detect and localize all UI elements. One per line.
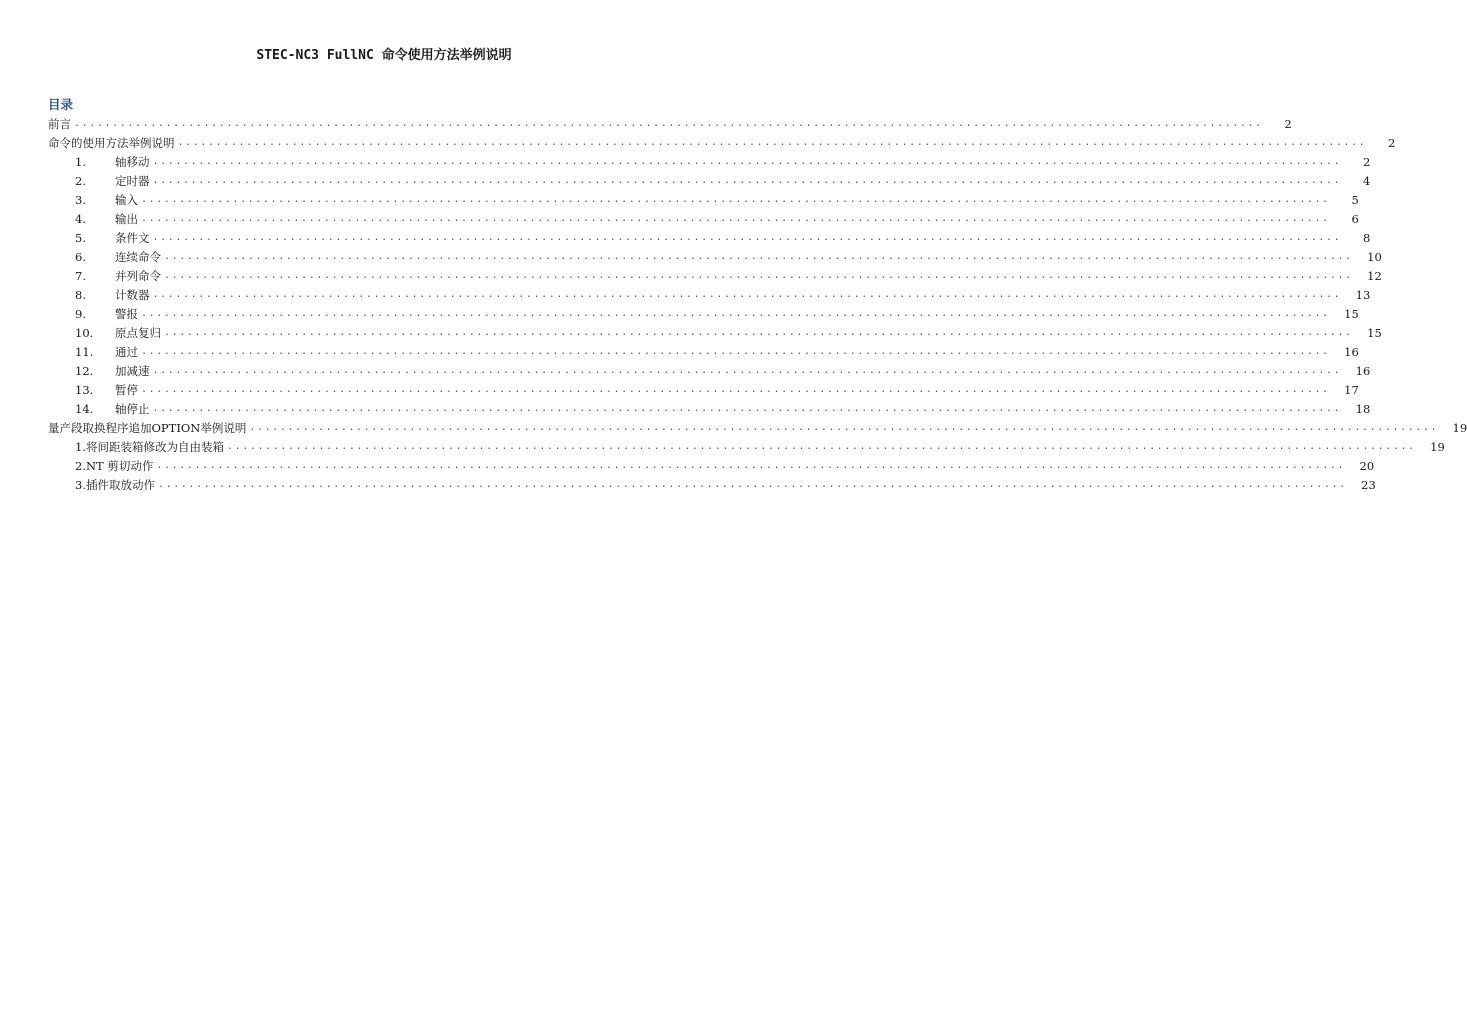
toc-dot-leader: ............................................................................................................................................................	[249, 422, 1439, 433]
toc-entry-page: 6	[1351, 211, 1359, 226]
toc-entry-conditional[interactable]	[75, 228, 1371, 247]
toc-dot-leader: ............................................................................................................................................................	[157, 479, 1347, 490]
toc-entry-label: 1.将间距装箱修改为自由装箱	[75, 439, 224, 454]
toc-entry-label: 条件文	[115, 230, 150, 245]
toc-entry-number: 3.	[75, 192, 86, 207]
toc-dot-leader: ............................................................................................................................................................	[164, 327, 1353, 338]
toc-entry-page: 20	[1359, 458, 1375, 473]
toc-entry-axis-move[interactable]	[75, 152, 1371, 171]
toc-entry-label: 加减速	[115, 363, 150, 378]
toc-entry-number: 1.	[75, 154, 86, 169]
toc-entry-page: 5	[1351, 192, 1359, 207]
toc-dot-leader: ............................................................................................................................................................	[164, 251, 1353, 262]
toc-entry-label: 定时器	[115, 173, 150, 188]
toc-dot-leader: ............................................................................................................................................................	[152, 403, 1342, 414]
toc-entry-acceleration[interactable]	[75, 361, 1371, 380]
toc-entry-number: 6.	[75, 249, 86, 264]
toc-entry-label: 连续命令	[115, 249, 161, 264]
toc-entry-page: 19	[1430, 439, 1445, 454]
toc-dot-leader: ............................................................................................................................................................	[152, 289, 1342, 300]
toc-heading: 目录	[48, 97, 74, 112]
toc-dot-leader: ............................................................................................................................................................	[156, 460, 1346, 471]
toc-entry-number: 4.	[75, 211, 86, 226]
toc-entry-label: 前言	[48, 116, 71, 131]
toc-dot-leader: ............................................................................................................................................................	[177, 137, 1367, 148]
toc-dot-leader: ............................................................................................................................................................	[141, 213, 1330, 224]
toc-dot-leader: ............................................................................................................................................................	[152, 365, 1342, 376]
toc-entry-number: 9.	[75, 306, 86, 321]
toc-entry-page: 2	[1284, 116, 1292, 131]
toc-entry-insert-pick-place[interactable]	[75, 475, 1376, 494]
toc-entry-label: 输入	[115, 192, 138, 207]
toc-entry-label: 输出	[115, 211, 138, 226]
toc-entry-option-example[interactable]	[48, 418, 1467, 437]
toc-dot-leader: ............................................................................................................................................................	[141, 308, 1330, 319]
toc-entry-home-return[interactable]	[75, 323, 1382, 342]
toc-entry-page: 18	[1355, 401, 1371, 416]
toc-entry-number: 13.	[75, 382, 94, 397]
toc-dot-leader: ............................................................................................................................................................	[141, 194, 1330, 205]
toc-entry-label: 量产段取换程序追加OPTION举例说明	[48, 420, 247, 435]
toc-entry-page: 12	[1367, 268, 1382, 283]
toc-entry-page: 23	[1361, 477, 1376, 492]
toc-dot-leader: ............................................................................................................................................................	[226, 441, 1416, 452]
toc-entry-label: 3.插件取放动作	[75, 477, 155, 492]
toc-entry-alarm[interactable]	[75, 304, 1359, 323]
toc-entry-counter[interactable]	[75, 285, 1371, 304]
toc-entry-number: 10.	[75, 325, 94, 340]
toc-entry-label: 计数器	[115, 287, 150, 302]
toc-entry-pass-through[interactable]	[75, 342, 1359, 361]
toc-entry-page: 16	[1344, 344, 1359, 359]
document-title: STEC-NC3 FullNC 命令使用方法举例说明	[256, 48, 512, 63]
toc-entry-parallel-command[interactable]	[75, 266, 1382, 285]
toc-entry-label: 并列命令	[115, 268, 161, 283]
toc-entry-continuous-command[interactable]	[75, 247, 1382, 266]
toc-entry-command-usage[interactable]	[48, 133, 1396, 152]
toc-entry-nt-cutting[interactable]	[75, 456, 1375, 475]
toc-entry-page: 15	[1367, 325, 1382, 340]
toc-dot-leader: ............................................................................................................................................................	[152, 232, 1342, 243]
toc-entry-input[interactable]	[75, 190, 1359, 209]
toc-entry-page: 2	[1387, 135, 1396, 150]
toc-entry-number: 5.	[75, 230, 86, 245]
toc-entry-number: 2.	[75, 173, 86, 188]
toc-entry-number: 8.	[75, 287, 86, 302]
toc-entry-number: 7.	[75, 268, 86, 283]
toc-entry-preface[interactable]	[48, 114, 1292, 133]
toc-entry-page: 4	[1362, 173, 1371, 188]
toc-entry-label: 2.NT 剪切动作	[75, 458, 154, 473]
toc-entry-page: 17	[1344, 382, 1359, 397]
toc-entry-page: 16	[1355, 363, 1371, 378]
toc-entry-page: 2	[1362, 154, 1371, 169]
toc-entry-free-boxing[interactable]	[75, 437, 1445, 456]
toc-dot-leader: ............................................................................................................................................................	[152, 156, 1342, 167]
toc-entry-label: 原点复归	[115, 325, 161, 340]
toc-entry-label: 轴停止	[115, 401, 150, 416]
toc-entry-pause[interactable]	[75, 380, 1359, 399]
toc-entry-output[interactable]	[75, 209, 1359, 228]
toc-entry-number: 12.	[75, 363, 94, 378]
toc-entry-label: 命令的使用方法举例说明	[48, 135, 175, 150]
toc-entry-label: 警报	[115, 306, 138, 321]
toc-entry-page: 8	[1362, 230, 1371, 245]
toc-entry-axis-stop[interactable]	[75, 399, 1371, 418]
toc-entry-label: 通过	[115, 344, 138, 359]
toc-entry-number: 14.	[75, 401, 94, 416]
toc-entry-label: 轴移动	[115, 154, 150, 169]
toc-entry-page: 19	[1452, 420, 1467, 435]
toc-entry-page: 13	[1355, 287, 1371, 302]
toc-entry-page: 15	[1344, 306, 1359, 321]
toc-entry-page: 10	[1367, 249, 1382, 264]
toc-entry-number: 11.	[75, 344, 94, 359]
toc-dot-leader: ............................................................................................................................................................	[141, 346, 1330, 357]
toc-dot-leader: ............................................................................................................................................................	[74, 118, 1263, 129]
toc-dot-leader: ............................................................................................................................................................	[152, 175, 1342, 186]
toc-entry-label: 暂停	[115, 382, 138, 397]
toc-entry-timer[interactable]	[75, 171, 1371, 190]
toc-dot-leader: ............................................................................................................................................................	[164, 270, 1353, 281]
toc-dot-leader: ............................................................................................................................................................	[141, 384, 1330, 395]
